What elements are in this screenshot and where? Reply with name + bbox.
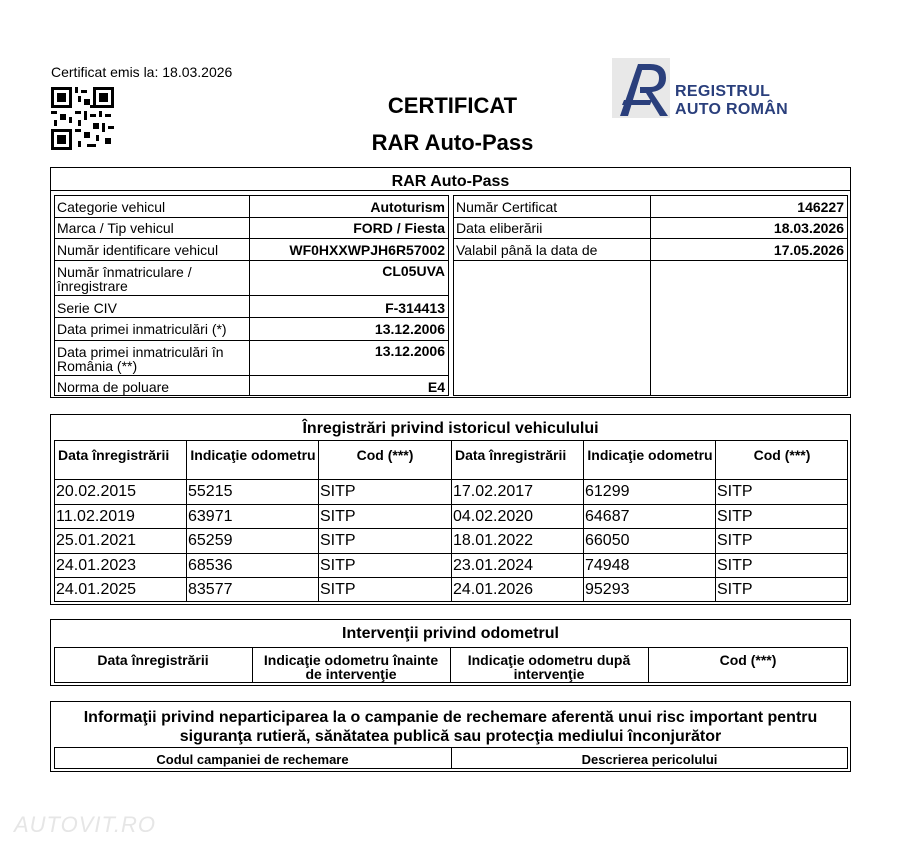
history-odometer-cell: 65259 xyxy=(188,532,233,549)
watermark: AUTOVIT.RO xyxy=(14,812,157,837)
first-registration-label: Data primei inmatriculări (*) xyxy=(57,321,227,337)
issue-date-label: Data eliberării xyxy=(456,220,543,236)
certificate-number-value: 146227 xyxy=(797,199,844,215)
first-registration-ro-value: 13.12.2006 xyxy=(374,343,445,359)
issue-date-value: 18.03.2026 xyxy=(773,220,844,236)
history-col-odometer-1: Indicaţie odometru xyxy=(190,447,316,463)
civ-series-label: Serie CIV xyxy=(57,300,117,316)
make-model-value: FORD / Fiesta xyxy=(353,220,445,236)
history-code-cell: SITP xyxy=(320,581,356,598)
history-col-date-1: Data înregistrării xyxy=(58,447,170,463)
first-registration-value: 13.12.2006 xyxy=(374,321,445,337)
history-col-date-2: Data înregistrării xyxy=(455,447,567,463)
vehicle-category-value: Autoturism xyxy=(370,199,445,215)
history-date-cell: 23.01.2024 xyxy=(453,557,534,574)
history-col-odometer-2: Indicaţie odometru xyxy=(587,447,713,463)
history-code-cell: SITP xyxy=(717,483,753,500)
recall-col-hazard-description: Descrierea pericolului xyxy=(581,752,718,767)
first-registration-ro-label: Data primei inmatriculări în România (**) xyxy=(57,344,224,374)
valid-until-value: 17.05.2026 xyxy=(773,242,844,258)
history-code-cell: SITP xyxy=(320,532,356,549)
history-date-cell: 24.01.2025 xyxy=(56,581,137,598)
history-odometer-cell: 95293 xyxy=(585,581,630,598)
history-odometer-cell: 63971 xyxy=(188,508,233,525)
certificate-title: CERTIFICAT xyxy=(387,93,518,118)
vehicle-section-header: RAR Auto-Pass xyxy=(391,173,510,190)
history-code-cell: SITP xyxy=(320,483,356,500)
history-date-cell: 25.01.2021 xyxy=(56,532,137,549)
logo-line2: AUTO ROMÂN xyxy=(675,101,788,118)
history-col-code-2: Cod (***) xyxy=(753,447,811,463)
odometer-col-before: Indicaţie odometru înainte de intervenţie xyxy=(263,652,439,682)
odometer-col-code: Cod (***) xyxy=(719,652,777,668)
vehicle-category-label: Categorie vehicul xyxy=(57,199,166,215)
history-code-cell: SITP xyxy=(320,557,356,574)
recall-section-header: Informaţii privind neparticiparea la o campanie de rechemare aferentă unui risc important pentru siguranţa rutieră, sănătatea publică sau protecţia mediului înconjurător xyxy=(83,709,818,745)
civ-series-value: F-314413 xyxy=(385,300,445,316)
vin-value: WF0HXXWPJH6R57002 xyxy=(289,242,445,258)
registration-label: Număr înmatriculare / înregistrare xyxy=(57,264,192,294)
history-odometer-cell: 68536 xyxy=(188,557,233,574)
history-code-cell: SITP xyxy=(717,508,753,525)
history-odometer-cell: 66050 xyxy=(585,532,630,549)
history-date-cell: 18.01.2022 xyxy=(453,532,534,549)
history-odometer-cell: 55215 xyxy=(188,483,233,500)
history-odometer-cell: 74948 xyxy=(585,557,630,574)
history-date-cell: 11.02.2019 xyxy=(56,508,135,525)
history-date-cell: 04.02.2020 xyxy=(453,508,534,525)
history-code-cell: SITP xyxy=(717,581,753,598)
history-col-code-1: Cod (***) xyxy=(356,447,414,463)
history-date-cell: 24.01.2026 xyxy=(453,581,534,598)
odometer-section-header: Intervenţii privind odometrul xyxy=(342,625,559,642)
rar-logo-text xyxy=(675,83,788,119)
vin-label: Număr identificare vehicul xyxy=(57,242,219,258)
certificate-subtitle: RAR Auto-Pass xyxy=(371,130,534,155)
valid-until-label: Valabil până la data de xyxy=(456,242,598,258)
certificate-number-label: Număr Certificat xyxy=(456,199,558,215)
history-odometer-cell: 83577 xyxy=(188,581,233,598)
odometer-col-after: Indicaţie odometru după intervenţie xyxy=(467,652,631,682)
history-section-header: Înregistrări privind istoricul vehiculului xyxy=(302,420,599,437)
history-date-cell: 20.02.2015 xyxy=(56,483,137,500)
history-code-cell: SITP xyxy=(320,508,356,525)
emission-norm-value: E4 xyxy=(427,379,445,395)
registration-value: CL05UVA xyxy=(382,263,445,279)
history-code-cell: SITP xyxy=(717,557,753,574)
history-odometer-cell: 64687 xyxy=(585,508,630,525)
history-date-cell: 17.02.2017 xyxy=(453,483,534,500)
logo-line1: REGISTRUL xyxy=(675,83,771,100)
make-model-label: Marca / Tip vehicul xyxy=(57,220,174,236)
emission-norm-label: Norma de poluare xyxy=(57,379,170,395)
history-code-cell: SITP xyxy=(717,532,753,549)
history-odometer-cell: 61299 xyxy=(585,483,630,500)
history-date-cell: 24.01.2023 xyxy=(56,557,137,574)
issued-date: Certificat emis la: 18.03.2026 xyxy=(51,64,233,80)
odometer-col-date: Data înregistrării xyxy=(97,652,209,668)
recall-col-campaign-code: Codul campaniei de rechemare xyxy=(156,752,349,767)
